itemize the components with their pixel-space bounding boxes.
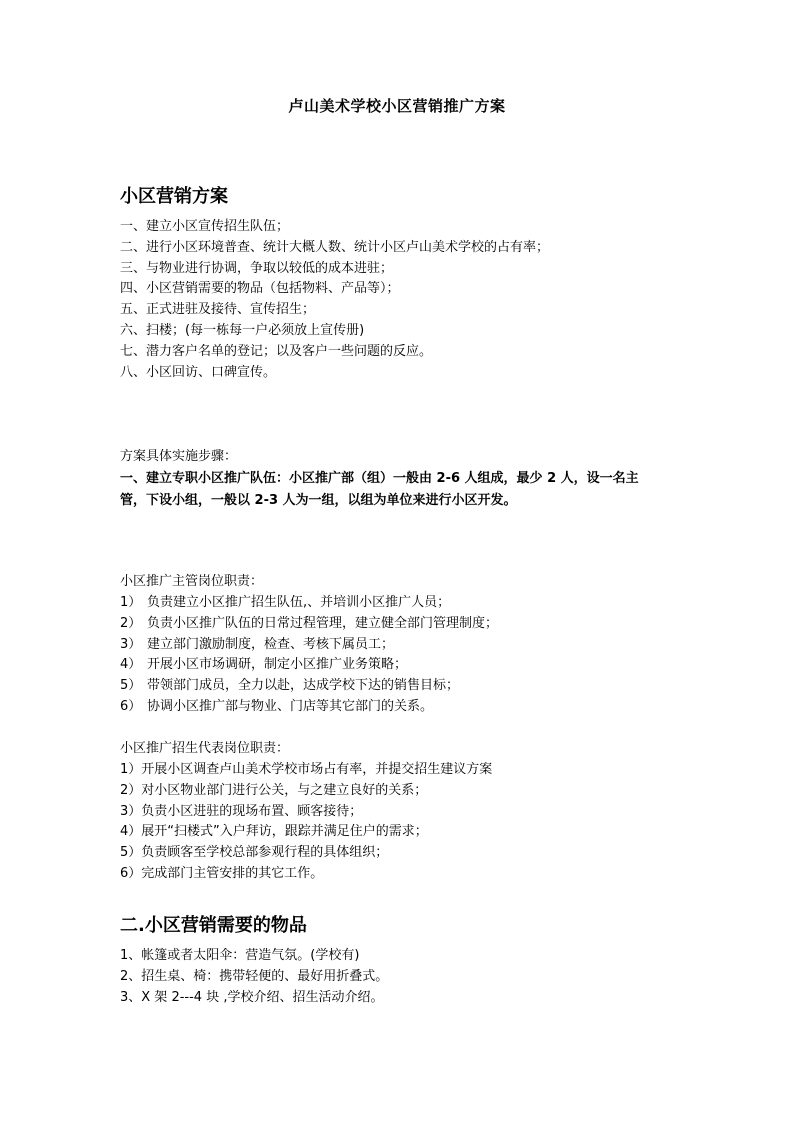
list-item-number: 4）: [120, 657, 142, 673]
marketing-plan-list: [120, 217, 680, 383]
list-item-text: 建立部门激励制度，检查、考核下属员工；: [147, 636, 395, 652]
list-item: 八、小区回访、口碑宣传。: [120, 364, 277, 380]
list-item-text: 协调小区推广部与物业、门店等其它部门的关系。: [147, 698, 434, 714]
list-item: [120, 635, 680, 656]
list-item: 三、与物业进行协调，争取以较低的成本进驻；: [120, 260, 394, 276]
list-item: [120, 614, 680, 635]
list-item: 五、正式进驻及接待、宣传招生；: [120, 302, 316, 318]
list-item: 一、建立小区宣传招生队伍；: [120, 219, 290, 234]
section-heading-marketing-plan: 小区营销方案: [120, 186, 228, 207]
list-item: [120, 655, 680, 676]
list-item: [120, 676, 680, 697]
steps-label: 方案具体实施步骤：: [120, 449, 238, 464]
supervisor-label: 小区推广主管岗位职责：: [120, 574, 264, 589]
list-item-number: 3）: [120, 636, 142, 652]
materials-list: [120, 946, 680, 1008]
list-item: 2）对小区物业部门进行公关，与之建立良好的关系；: [120, 782, 428, 798]
list-item-text: 负责小区推广队伍的日常过程管理，建立健全部门管理制度；: [147, 615, 499, 631]
list-item: 六、扫楼；(每一栋每一户必须放上宣传册): [120, 322, 365, 338]
list-item-number: 1）: [120, 595, 142, 610]
representative-label: 小区推广招生代表岗位职责：: [120, 741, 290, 756]
list-item: 1、帐篷或者太阳伞：营造气氛。(学校有): [120, 948, 360, 963]
list-item: [120, 697, 680, 718]
list-item: 七、潜力客户名单的登记；以及客户一些问题的反应。: [120, 343, 433, 359]
list-item-number: 5）: [120, 678, 142, 694]
list-item-text: 带领部门成员，全力以赴，达成学校下达的销售目标；: [147, 678, 460, 694]
list-item-text: 负责建立小区推广招生队伍,、并培训小区推广人员；: [147, 595, 451, 610]
steps-bold-line: 管，下设小组，一般以 2-3 人为一组，以组为单位来进行小区开发。: [120, 493, 517, 508]
list-item: 四、小区营销需要的物品（包括物料、产品等）；: [120, 281, 400, 297]
list-item: 2、招生桌、椅：携带轻便的、最好用折叠式。: [120, 968, 389, 984]
list-item: 3、X 架 2---4 块 ,学校介绍、招生活动介绍。: [120, 989, 384, 1005]
list-item-number: 2）: [120, 615, 142, 631]
list-item-text: 开展小区市场调研，制定小区推广业务策略；: [147, 657, 408, 673]
section-heading-materials: 二.小区营销需要的物品: [120, 915, 307, 936]
steps-bold-paragraph: [120, 468, 680, 512]
list-item: 二、进行小区环境普查、统计大概人数、统计小区卢山美术学校的占有率；: [120, 239, 550, 255]
supervisor-duties-list: [120, 593, 680, 718]
list-item: [120, 593, 680, 614]
list-item-number: 6）: [120, 698, 142, 714]
representative-duties-list: [120, 760, 680, 885]
list-item: 3）负责小区进驻的现场布置、顾客接待；: [120, 803, 363, 819]
list-item: 5）负责顾客至学校总部参观行程的具体组织；: [120, 845, 389, 861]
document-title: 卢山美术学校小区营销推广方案: [288, 97, 506, 115]
list-item: 6）完成部门主管安排的其它工作。: [120, 865, 324, 881]
steps-bold-line: 一、建立专职小区推广队伍：小区推广部（组）一般由 2-6 人组成，最少 2 人，设一名主: [120, 471, 639, 486]
list-item: 4）展开“扫楼式”入户拜访，跟踪并满足住户的需求；: [120, 824, 428, 840]
list-item: 1）开展小区调查卢山美术学校市场占有率，并提交招生建议方案: [120, 762, 493, 777]
